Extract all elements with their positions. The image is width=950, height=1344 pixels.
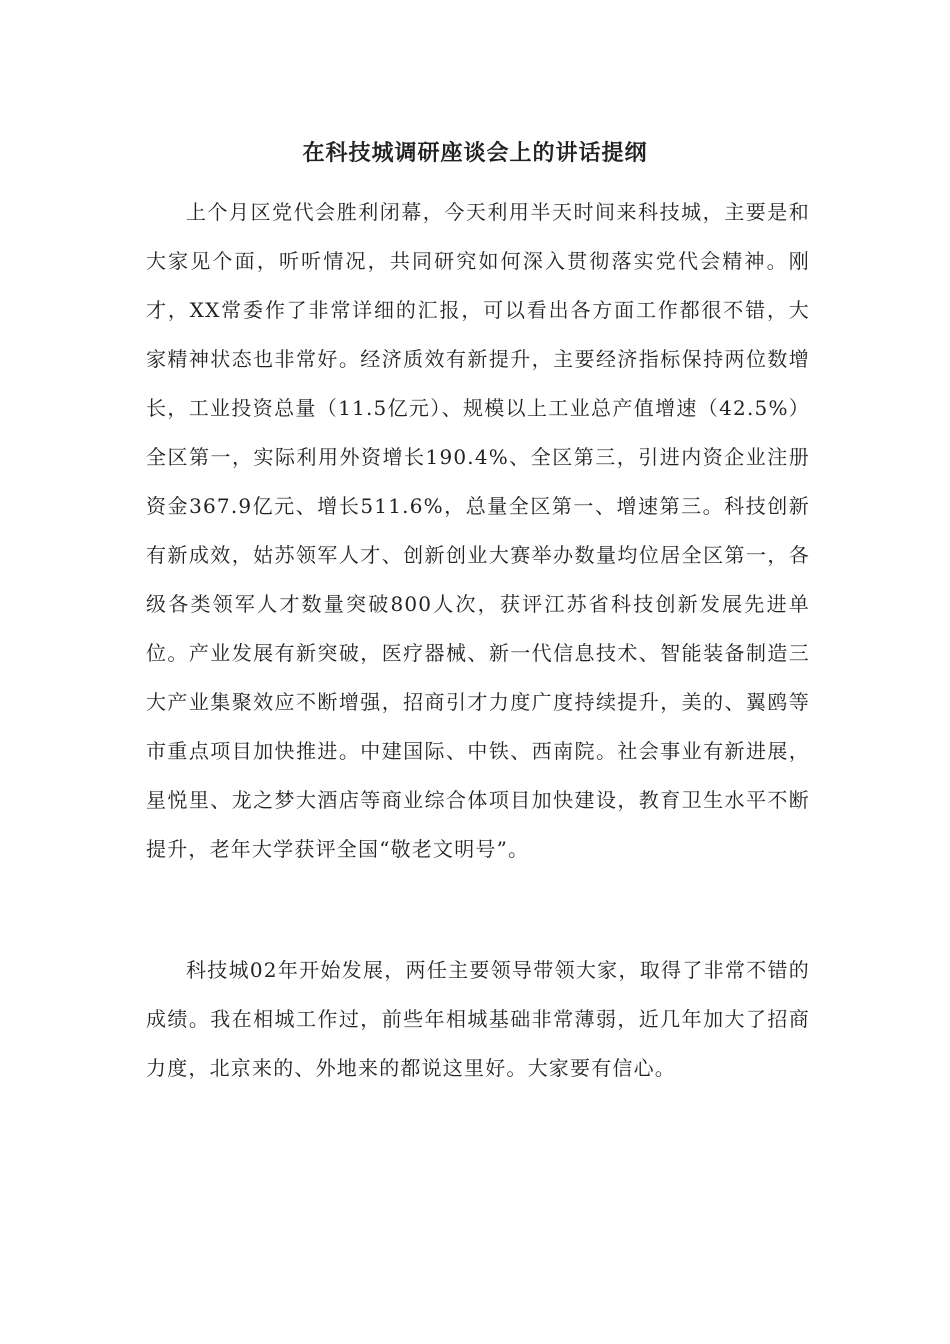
document-title: 在科技城调研座谈会上的讲话提纲 — [302, 140, 648, 166]
paragraph-1: 上个月区党代会胜利闭幕，今天利用半天时间来科技城，主要是和大家见个面，听听情况，共同研究如何深入贯彻落实党代会精神。刚才，XX常委作了非常详细的汇报，可以看出各方面工作都很不错，大家精神状态也非常好。经济质效有新提升，主要经济指标保持两位数增长，工业投资总量（11.5亿元）、规模以上工业总产值增速（42.5%）全区第一，实际利用外资增长190.4%、全区第三，引进内资企业注册资金367.9亿元、增长511.6%，总量全区第一、增速第三。科技创新有新成效，姑苏领军人才、创新创业大赛举办数量均位居全区第一，各级各类领军人才数量突破800人次，获评江苏省科技创新发展先进单位。产业发展有新突破，医疗器械、新一代信息技术、智能装备制造三大产业集聚效应不断增强，招商引才力度广度持续提升，美的、翼鸥等市重点项目加快推进。中建国际、中铁、西南院。社会事业有新进展，星悦里、龙之梦大酒店等商业综合体项目加快建设，教育卫生水平不断提升，老年大学获评全国“敬老文明号”。 — [146, 200, 810, 861]
paragraph-2: 科技城02年开始发展，两任主要领导带领大家，取得了非常不错的成绩。我在相城工作过，前些年相城基础非常薄弱，近几年加大了招商力度，北京来的、外地来的都说这里好。大家要有信心。 — [146, 958, 810, 1080]
